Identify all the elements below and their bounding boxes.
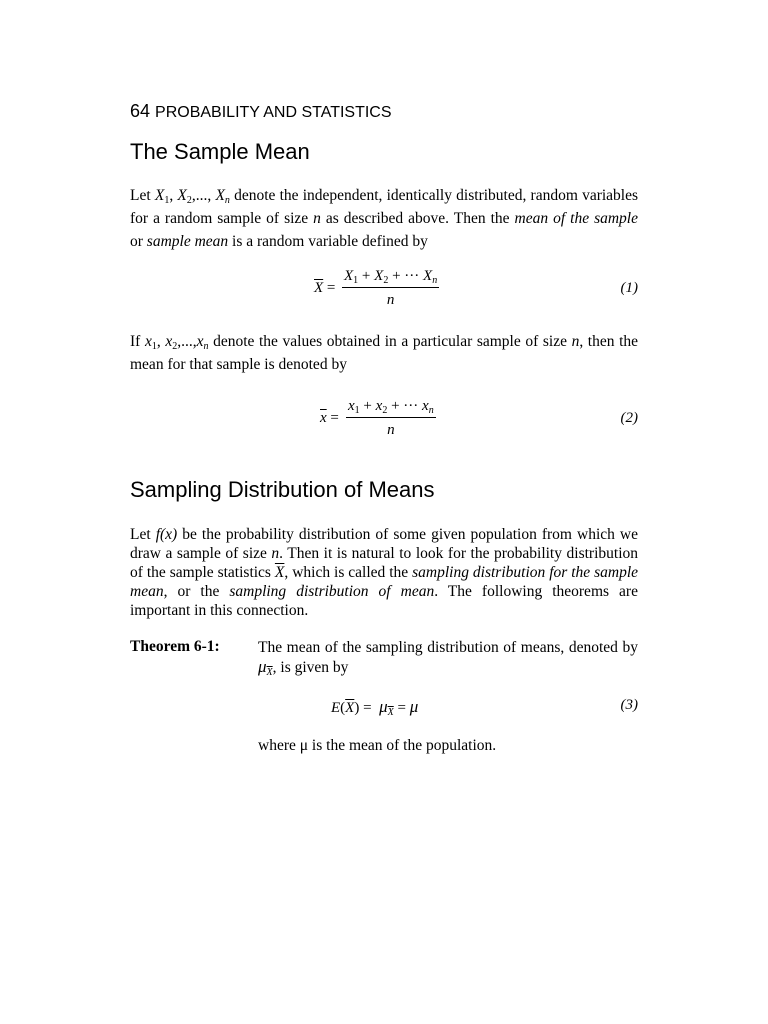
paragraph-sampling-distribution: Let f(x) be the probability distribution of some given population from which we draw a sample of size n. Then it is natural to look for the probability distribution of the sample statistics $\overline{X}$, which is called the sampling distribution for the sample mean, or the sampling distribution of mean. The following theorems are important in this connection. [130,526,639,619]
equation-2 [130,398,638,444]
paragraph-sample-values: If $x_1$, $x_2,...,x_n$ denote the values obtained in a particular sample of size n, then the mean for that sample is denoted by [130,333,639,373]
equation-2-fraction: $\frac{x_1 + x_2 + \cdot\cdot\cdot x_n}{n}$ [348,398,434,438]
equation-3 [130,697,638,721]
equation-1-number: (1) [620,280,638,296]
theorem-label: Theorem 6-1: [130,638,220,655]
equation-1 [130,268,638,314]
theorem-note: where μ is the mean of the population. [258,737,497,754]
page-number: 64 [130,101,151,121]
equation-2-lhs: $\overline{x}$ = [320,410,339,426]
equation-1-fraction: $\frac{X_1 + X_2 + \cdot\cdot\cdot X_n}{n}$ [344,268,438,308]
running-head-title: PROBABILITY AND STATISTICS [155,104,392,121]
theorem-statement: The mean of the sampling distribution of means, denoted by $\mu_{\overline{X}}$, is given by [258,639,638,678]
section-heading-sample-mean: The Sample Mean [130,139,310,164]
running-head [130,101,392,122]
equation-2-number: (2) [620,410,638,426]
section-heading-sampling-distribution: Sampling Distribution of Means [130,477,435,502]
equation-3-lhs: $E(\overline{X}) = \mu_{\overline{X}} = \mu$ [331,697,419,718]
paragraph-sample-mean-intro: Let $X_1$, $X_2$,..., $X_n$ denote the independent, identically distributed, random variables for a random sample of size n as described above. Then the mean of the sample or sample mean is a random variable defined by [130,187,639,250]
equation-3-number: (3) [620,697,638,713]
equation-1-lhs: $\overline{X}$ = [314,280,336,296]
